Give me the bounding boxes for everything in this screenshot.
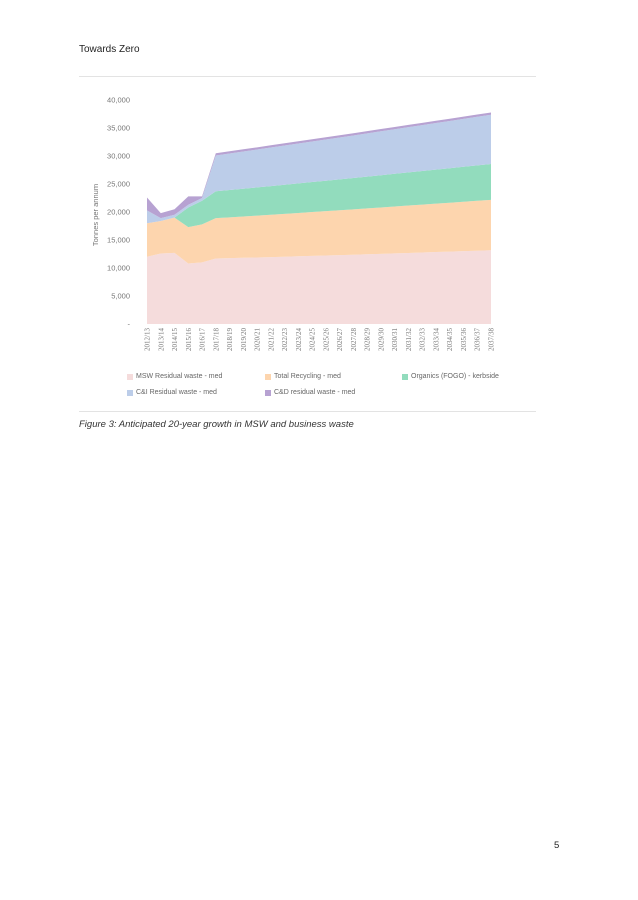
y-tick-label: 25,000 <box>107 179 130 189</box>
x-tick-label: 2036/37 <box>473 328 482 351</box>
y-tick-label: 15,000 <box>107 235 130 245</box>
x-tick-label: 2013/14 <box>157 328 166 351</box>
legend-label: C&I Residual waste - med <box>136 389 217 396</box>
legend-swatch <box>127 374 133 380</box>
x-tick-label: 2020/21 <box>253 328 262 351</box>
x-tick-label: 2033/34 <box>432 328 441 351</box>
y-axis-label: Tonnes per annum <box>91 183 100 247</box>
legend-label: C&D residual waste - med <box>274 389 356 396</box>
legend-item <box>127 373 222 380</box>
y-tick-label: 35,000 <box>107 123 130 133</box>
y-axis-tick-labels <box>107 96 130 329</box>
document-header-title: Towards Zero <box>79 44 140 55</box>
y-tick-label: 30,000 <box>107 151 130 161</box>
x-tick-label: 2029/30 <box>377 328 386 351</box>
legend-item <box>127 389 217 396</box>
chart-areas <box>147 112 491 324</box>
x-tick-label: 2030/31 <box>391 328 400 351</box>
x-tick-label: 2037/38 <box>487 328 496 351</box>
x-axis-tick-labels <box>144 328 496 351</box>
x-tick-label: 2012/13 <box>143 328 152 351</box>
x-tick-label: 2016/17 <box>198 328 207 351</box>
y-tick-label: 40,000 <box>107 95 130 105</box>
x-tick-label: 2034/35 <box>446 328 455 351</box>
legend-swatch <box>265 374 271 380</box>
x-tick-label: 2028/29 <box>363 328 372 351</box>
x-tick-label: 2017/18 <box>212 328 221 351</box>
legend-swatch <box>265 390 271 396</box>
legend-swatch <box>402 374 408 380</box>
legend-label: MSW Residual waste - med <box>136 373 223 380</box>
x-tick-label: 2024/25 <box>308 328 317 351</box>
x-tick-label: 2026/27 <box>336 328 345 351</box>
stacked-area-chart <box>0 0 638 410</box>
page-number: 5 <box>554 840 560 851</box>
legend-swatch <box>127 390 133 396</box>
x-tick-label: 2018/19 <box>226 328 235 351</box>
figure-caption: Figure 3: Anticipated 20-year growth in MSW and business waste <box>79 419 354 430</box>
x-tick-label: 2023/24 <box>294 328 303 351</box>
y-tick-label: 20,000 <box>107 207 130 217</box>
x-tick-label: 2014/15 <box>171 328 180 351</box>
y-tick-label: 10,000 <box>107 263 130 273</box>
x-tick-label: 2022/23 <box>281 328 290 351</box>
x-tick-label: 2032/33 <box>418 328 427 351</box>
legend-item <box>265 389 355 396</box>
legend-item <box>402 373 499 380</box>
legend-label: Total Recycling - med <box>274 373 341 380</box>
legend-label: Organics (FOGO) - kerbside <box>411 373 499 380</box>
y-tick-label: 5,000 <box>111 291 130 301</box>
y-tick-label: - <box>127 319 130 329</box>
x-tick-label: 2019/20 <box>239 328 248 351</box>
x-tick-label: 2031/32 <box>404 328 413 351</box>
legend-item <box>265 373 341 380</box>
x-tick-label: 2035/36 <box>459 328 468 351</box>
bottom-divider <box>79 411 536 412</box>
x-tick-label: 2021/22 <box>267 328 276 351</box>
x-tick-label: 2027/28 <box>349 328 358 351</box>
x-tick-label: 2015/16 <box>184 328 193 351</box>
x-tick-label: 2025/26 <box>322 328 331 351</box>
